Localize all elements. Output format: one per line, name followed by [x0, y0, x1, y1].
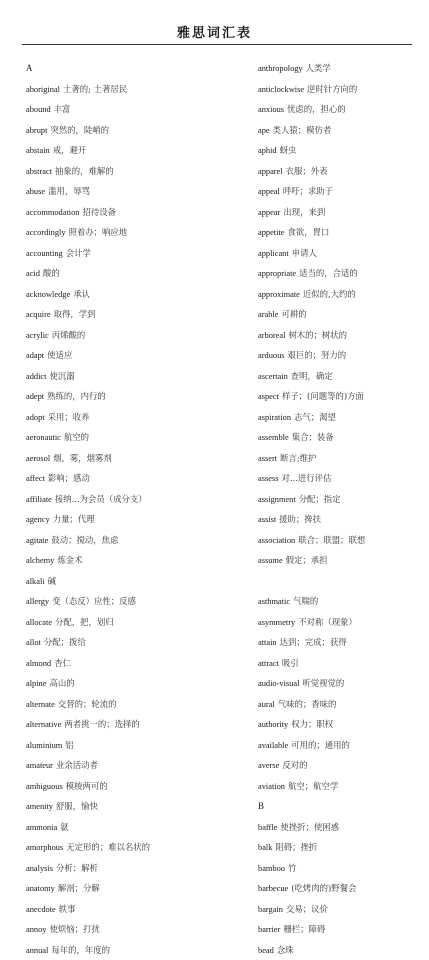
vocab-definition: 不对称（现象）	[298, 617, 357, 627]
vocab-definition: 取得，学到	[54, 309, 96, 319]
vocab-entry	[26, 468, 222, 489]
vocab-entry	[258, 161, 426, 182]
vocab-entry	[26, 140, 222, 161]
vocab-definition: 照着办；响应地	[69, 227, 128, 237]
vocab-entry	[26, 755, 222, 776]
vocab-entry	[258, 427, 426, 448]
vocab-word: attract	[258, 659, 279, 668]
vocab-word: barrier	[258, 925, 280, 934]
vocab-word: bamboo	[258, 864, 285, 873]
vocab-definition: 气味的；香味的	[278, 699, 337, 709]
vocab-word: baffle	[258, 823, 277, 832]
vocab-definition: 分析；解析	[56, 863, 98, 873]
vocab-entry	[26, 530, 222, 551]
vocab-word: ammonia	[26, 823, 57, 832]
vocab-definition: 断言;维护	[280, 453, 316, 463]
vocab-entry	[258, 222, 426, 243]
vocab-entry	[258, 366, 426, 387]
vocab-entry	[258, 140, 426, 161]
vocab-definition: 分配，把，划归	[55, 617, 114, 627]
vocab-entry	[258, 550, 426, 571]
vocab-word: aural	[258, 700, 275, 709]
vocab-definition: 使沉溺	[49, 371, 74, 381]
vocab-entry	[258, 58, 426, 79]
vocab-word: amorphous	[26, 843, 63, 852]
vocab-entry	[258, 99, 426, 120]
vocab-entry	[258, 325, 426, 346]
vocab-word: arduous	[258, 351, 285, 360]
vocab-word: aphid	[258, 146, 277, 155]
vocab-entry	[26, 899, 222, 920]
vocab-word: asymmetry	[258, 618, 295, 627]
vocab-word: ambiguous	[26, 782, 63, 791]
vocab-entry	[258, 673, 426, 694]
vocab-definition: 承认	[73, 289, 90, 299]
vocab-word: balk	[258, 843, 272, 852]
vocab-entry	[26, 796, 222, 817]
vocab-entry	[258, 776, 426, 797]
vocab-entry	[258, 386, 426, 407]
vocab-definition: 抽象的，难解的	[55, 166, 114, 176]
vocab-definition: 栅栏；障碍	[283, 924, 325, 934]
vocab-word: accordingly	[26, 228, 66, 237]
vocab-entry	[26, 919, 222, 940]
vocab-definition: 出现，来到	[283, 207, 325, 217]
vocab-definition: 分配；拨给	[44, 637, 86, 647]
vocab-definition: 阻碍；挫折	[275, 842, 317, 852]
vocab-entry	[258, 878, 426, 899]
vocab-entry	[26, 837, 222, 858]
vocab-word: alternate	[26, 700, 55, 709]
vocab-entry	[26, 304, 222, 325]
vocab-definition: 交替的；轮流的	[58, 699, 117, 709]
vocab-entry	[26, 202, 222, 223]
vocab-definition: 呼吁；求助于	[283, 186, 333, 196]
vocab-word: acknowledge	[26, 290, 70, 299]
vocab-word: applicant	[258, 249, 289, 258]
vocab-entry	[26, 632, 222, 653]
vocab-definition: 解剖；分解	[58, 883, 100, 893]
vocab-definition: 杏仁	[54, 658, 71, 668]
blank-row	[258, 571, 426, 592]
vocab-definition: 人类学	[306, 63, 331, 73]
vocab-definition: 假定；承担	[286, 555, 328, 565]
vocab-word: anxious	[258, 105, 284, 114]
vocab-definition: 联合；联盟；联想	[298, 535, 365, 545]
vocab-entry	[258, 284, 426, 305]
vocab-definition: 铝	[65, 740, 73, 750]
vocab-word: assignment	[258, 495, 296, 504]
vocab-definition: 采用；收养	[48, 412, 90, 422]
vocab-word: ascertain	[258, 372, 288, 381]
vocab-entry	[258, 79, 426, 100]
vocab-definition: 业余活动者	[56, 760, 98, 770]
vocab-word: appropriate	[258, 269, 296, 278]
vocab-definition: 高山的	[49, 678, 74, 688]
vocab-definition: 两者挑一的；选择的	[64, 719, 139, 729]
vocab-definition: 影响；感动	[48, 473, 90, 483]
vocab-entry	[258, 694, 426, 715]
section-letter-label: A	[26, 63, 33, 73]
vocab-entry	[258, 919, 426, 940]
vocab-definition: 查明，确定	[291, 371, 333, 381]
vocab-entry	[26, 448, 222, 469]
vocab-entry	[26, 366, 222, 387]
vocab-entry	[258, 940, 426, 960]
vocab-entry	[258, 509, 426, 530]
vocab-entry	[26, 776, 222, 797]
vocab-entry	[26, 325, 222, 346]
vocab-entry	[258, 489, 426, 510]
vocab-definition: 样子；(问题等的)方面	[282, 391, 364, 401]
vocab-word: accommodation	[26, 208, 80, 217]
vocab-entry	[26, 79, 222, 100]
vocab-word: appear	[258, 208, 280, 217]
vocab-entry	[26, 161, 222, 182]
vocab-definition: 丰富	[54, 104, 71, 114]
vocab-definition: 艰巨的；努力的	[288, 350, 347, 360]
vocab-definition: 蚜虫	[280, 145, 297, 155]
vocab-entry	[258, 735, 426, 756]
vocab-definition: 反对的	[282, 760, 307, 770]
vocab-word: audio-visual	[258, 679, 299, 688]
vocab-entry	[26, 940, 222, 960]
vocab-definition: 航空；航空学	[288, 781, 338, 791]
vocab-definition: 模棱两可的	[66, 781, 108, 791]
vocab-definition: 招待设备	[83, 207, 117, 217]
vocab-word: arboreal	[258, 331, 285, 340]
vocab-entry	[258, 817, 426, 838]
vocab-definition: 志气；渴望	[294, 412, 336, 422]
vocab-definition: 轶事	[59, 904, 76, 914]
vocab-definition: 可用的；通用的	[291, 740, 350, 750]
vocab-definition: 会计学	[66, 248, 91, 258]
vocab-entry	[26, 550, 222, 571]
vocab-word: adept	[26, 392, 44, 401]
vocab-word: assume	[258, 556, 283, 565]
vocab-word: assess	[258, 474, 278, 483]
vocab-word: abuse	[26, 187, 45, 196]
vocab-definition: 熟练的，内行的	[47, 391, 106, 401]
vocab-word: acquire	[26, 310, 51, 319]
vocab-entry	[258, 202, 426, 223]
vocab-entry	[26, 386, 222, 407]
vocab-word: acrylic	[26, 331, 49, 340]
vocab-definition: 念珠	[277, 945, 294, 955]
vocab-word: available	[258, 741, 288, 750]
vocab-entry	[258, 263, 426, 284]
vocab-definition: 每年的，年度的	[51, 945, 110, 955]
vocab-word: assert	[258, 454, 277, 463]
vocab-word: abstain	[26, 146, 50, 155]
vocab-word: annual	[26, 946, 48, 955]
vocab-entry	[26, 878, 222, 899]
vocab-word: authority	[258, 720, 288, 729]
vocab-word: anatomy	[26, 884, 55, 893]
vocab-word: amenity	[26, 802, 53, 811]
vocab-word: anthropology	[258, 64, 303, 73]
vocab-entry	[26, 345, 222, 366]
vocab-entry	[258, 714, 426, 735]
vocab-definition: 烟，雾，烟雾剂	[53, 453, 112, 463]
vocab-definition: 滥用，辱骂	[48, 186, 90, 196]
vocab-definition: 竹	[288, 863, 296, 873]
vocab-definition: 申请人	[292, 248, 317, 258]
vocab-entry	[258, 755, 426, 776]
vocab-word: assemble	[258, 433, 289, 442]
vocab-entry	[258, 120, 426, 141]
vocab-definition: 听觉视觉的	[302, 678, 344, 688]
vocab-entry	[258, 632, 426, 653]
vocab-word: almond	[26, 659, 51, 668]
vocab-word: averse	[258, 761, 279, 770]
vocab-word: aboriginal	[26, 85, 60, 94]
vocab-word: ape	[258, 126, 270, 135]
vocab-word: alternative	[26, 720, 61, 729]
vocab-word: apparel	[258, 167, 283, 176]
vocab-word: arable	[258, 310, 278, 319]
vocab-entry	[26, 714, 222, 735]
vocab-definition: 达到；完成；获得	[280, 637, 347, 647]
vocab-definition: 炼金术	[57, 555, 82, 565]
vocab-word: abrupt	[26, 126, 47, 135]
vocab-word: abound	[26, 105, 51, 114]
vocab-definition: 忧虑的，担心的	[287, 104, 346, 114]
vocab-definition: 交易；议价	[286, 904, 328, 914]
vocab-entry	[26, 407, 222, 428]
vocab-definition: 可耕的	[281, 309, 306, 319]
vocab-definition: 吸引	[282, 658, 299, 668]
vocab-word: assist	[258, 515, 276, 524]
vocab-entry	[26, 612, 222, 633]
vocab-word: aeronautic	[26, 433, 61, 442]
vocab-entry	[26, 427, 222, 448]
vocab-entry	[258, 448, 426, 469]
vocab-entry	[258, 653, 426, 674]
vocab-word: allergy	[26, 597, 49, 606]
vocab-word: aspiration	[258, 413, 291, 422]
vocab-definition: 戒，避开	[53, 145, 87, 155]
vocab-definition: 变（态反）应性；反感	[52, 596, 136, 606]
vocab-definition: 适当的，合适的	[299, 268, 358, 278]
vocab-definition: 航空的	[64, 432, 89, 442]
vocab-definition: 分配；指定	[299, 494, 341, 504]
vocab-entry	[258, 468, 426, 489]
vocab-definition: 碱	[48, 576, 56, 586]
vocab-definition: 使挫折；使困惑	[280, 822, 339, 832]
vocab-entry	[26, 284, 222, 305]
vocab-word: aerosol	[26, 454, 50, 463]
vocab-word: allot	[26, 638, 41, 647]
title-divider	[22, 44, 412, 45]
vocab-entry	[258, 181, 426, 202]
vocab-definition: 使烦恼；打扰	[49, 924, 99, 934]
vocab-definition: 接纳...为会员（成分支）	[55, 494, 147, 504]
vocab-word: analysis	[26, 864, 53, 873]
vocab-definition: 气喘的	[293, 596, 318, 606]
page-title: 雅思词汇表	[0, 22, 429, 41]
vocab-definition: (吃烤肉的)野餐会	[291, 883, 356, 893]
vocab-definition: 使适应	[47, 350, 72, 360]
vocab-entry	[258, 304, 426, 325]
vocab-word: bead	[258, 946, 274, 955]
vocab-entry	[258, 837, 426, 858]
vocab-definition: 近似的,大约的	[303, 289, 356, 299]
vocab-definition: 权力；职权	[291, 719, 333, 729]
vocab-word: barbecue	[258, 884, 288, 893]
vocab-word: annoy	[26, 925, 46, 934]
vocab-word: approximate	[258, 290, 300, 299]
vocab-definition: 类人猿；模仿者	[273, 125, 332, 135]
vocab-word: adopt	[26, 413, 45, 422]
vocab-entry	[26, 694, 222, 715]
vocab-word: appeal	[258, 187, 280, 196]
vocab-definition: 突然的，陡峭的	[50, 125, 109, 135]
vocab-entry	[26, 591, 222, 612]
section-letter	[258, 796, 426, 817]
vocab-word: acid	[26, 269, 40, 278]
vocab-entry	[26, 120, 222, 141]
vocab-entry	[258, 591, 426, 612]
vocab-entry	[26, 653, 222, 674]
left-column	[26, 58, 222, 960]
right-column	[258, 58, 426, 960]
vocab-word: abstract	[26, 167, 52, 176]
vocab-entry	[26, 735, 222, 756]
vocab-entry	[258, 530, 426, 551]
vocab-entry	[26, 181, 222, 202]
vocab-definition: 对...进行评估	[281, 473, 331, 483]
vocab-definition: 食欲，胃口	[288, 227, 330, 237]
vocab-entry	[258, 345, 426, 366]
vocab-definition: 丙烯酸的	[52, 330, 86, 340]
vocab-word: alpine	[26, 679, 46, 688]
vocab-definition: 力量；代理	[53, 514, 95, 524]
vocab-entry	[258, 407, 426, 428]
vocab-word: alkali	[26, 577, 45, 586]
vocab-word: asthmatic	[258, 597, 290, 606]
vocab-entry	[26, 509, 222, 530]
vocab-word: anecdote	[26, 905, 56, 914]
vocab-word: agency	[26, 515, 50, 524]
vocab-definition: 集合；装备	[292, 432, 334, 442]
vocab-word: attain	[258, 638, 277, 647]
vocab-entry	[258, 899, 426, 920]
vocab-word: addict	[26, 372, 46, 381]
vocab-definition: 酸的	[43, 268, 60, 278]
vocab-entry	[26, 263, 222, 284]
vocab-word: adapt	[26, 351, 44, 360]
vocab-word: association	[258, 536, 295, 545]
vocab-entry	[26, 858, 222, 879]
vocab-entry	[26, 489, 222, 510]
vocab-definition: 舒服，愉快	[56, 801, 98, 811]
vocab-definition: 氨	[60, 822, 68, 832]
vocab-entry	[258, 612, 426, 633]
vocab-definition: 衣服；外表	[286, 166, 328, 176]
vocab-word: aviation	[258, 782, 285, 791]
vocab-entry	[258, 858, 426, 879]
vocab-word: alchemy	[26, 556, 54, 565]
vocab-word: appetite	[258, 228, 285, 237]
vocab-definition: 土著的; 土著居民	[63, 84, 127, 94]
vocab-entry	[26, 673, 222, 694]
vocab-entry	[26, 817, 222, 838]
vocab-definition: 鼓动；搅动，焦虑	[51, 535, 118, 545]
vocab-word: anticlockwise	[258, 85, 304, 94]
vocab-word: agitate	[26, 536, 48, 545]
vocab-definition: 逆时针方向的	[307, 84, 357, 94]
section-letter	[26, 58, 222, 79]
vocab-word: affect	[26, 474, 45, 483]
vocab-definition: 援助；搀扶	[279, 514, 321, 524]
vocab-word: aluminium	[26, 741, 62, 750]
vocab-entry	[26, 222, 222, 243]
vocab-entry	[26, 243, 222, 264]
vocab-entry	[26, 571, 222, 592]
vocab-word: accounting	[26, 249, 63, 258]
vocab-definition: 树木的；树状的	[288, 330, 347, 340]
vocab-entry	[26, 99, 222, 120]
vocab-entry	[258, 243, 426, 264]
vocab-word: allocate	[26, 618, 52, 627]
section-letter-label: B	[258, 801, 264, 811]
vocab-word: affiliate	[26, 495, 52, 504]
vocab-word: amateur	[26, 761, 53, 770]
vocab-definition: 无定形的；难以名状的	[66, 842, 150, 852]
vocab-word: bargain	[258, 905, 283, 914]
vocab-word: aspect	[258, 392, 279, 401]
